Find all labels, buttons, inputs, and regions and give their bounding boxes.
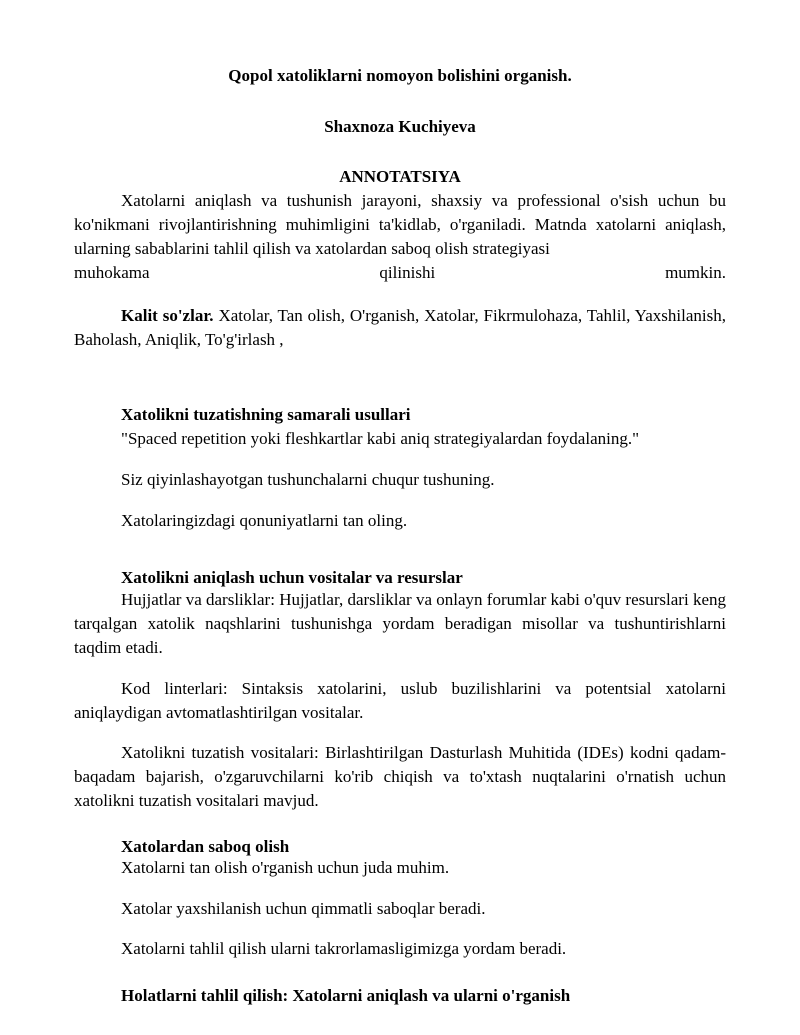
list-item: Xatolar yaxshilanish uchun qimmatli saboqlar beradi. bbox=[121, 899, 486, 918]
list-item: Xatolaringizdagi qonuniyatlarni tan oling. bbox=[121, 511, 408, 530]
section-heading-fixing-methods: Xatolikni tuzatishning samarali usullari bbox=[121, 405, 411, 424]
keywords-text: Xatolar, Tan olish, O'rganish, Xatolar, Fikrmulohaza, Tahlil, Yaxshilanish, Baholash, Aniqlik, To'g'irlash , bbox=[74, 306, 726, 349]
annotation-last-line: muhokama qilinishi mumkin. bbox=[74, 263, 726, 282]
list-item: Xatolarni tahlil qilish ularni takrorlamasligimizga yordam beradi. bbox=[121, 939, 567, 958]
paragraph-debuggers: Xatolikni tuzatish vositalari: Birlashtirilgan Dasturlash Muhitida (IDEs) kodni qadam-baqadam bajarish, o'zgaruvchilarni ko'rib chiqish va to'xtash nuqtalarini o'rnatish uchun xatolikni tuzatish vositalari mavjud. bbox=[74, 743, 726, 810]
list-item: Siz qiyinlashayotgan tushunchalarni chuqur tushuning. bbox=[121, 470, 495, 489]
annotation-paragraph bbox=[74, 189, 726, 285]
annotation-text: Xatolarni aniqlash va tushunish jarayoni, shaxsiy va professional o'sish uchun bu ko'nikmani rivojlantirishning muhimligini ta'kidlab, o'rganiladi. Matnda xatolarni aniqlash, ularning sabablarini tahlil qilish va xatolardan saboq olish strategiyasi bbox=[74, 191, 726, 258]
annotation-heading: ANNOTATSIYA bbox=[339, 167, 461, 186]
paragraph-documentation: Hujjatlar va darsliklar: Hujjatlar, darsliklar va onlayn forumlar kabi o'quv resurslari keng tarqalgan xatolik naqshlarini tushunishga yordam beradigan misollar va tushuntirishlarni taqdim etadi. bbox=[74, 590, 726, 657]
section-heading-learning-from-errors: Xatolardan saboq olish bbox=[121, 837, 290, 856]
author-name: Shaxnoza Kuchiyeva bbox=[324, 117, 476, 136]
keywords-paragraph bbox=[74, 304, 726, 352]
section-heading-case-analysis: Holatlarni tahlil qilish: Xatolarni aniqlash va ularni o'rganish bbox=[121, 986, 571, 1005]
section-heading-tools-resources: Xatolikni aniqlash uchun vositalar va resurslar bbox=[121, 568, 463, 587]
keywords-label: Kalit so'zlar. bbox=[121, 306, 214, 325]
paragraph-linters: Kod linterlari: Sintaksis xatolarini, uslub buzilishlarini va potentsial xatolarni aniqlaydigan avtomatlashtirilgan vositalar. bbox=[74, 679, 726, 722]
list-item: "Spaced repetition yoki fleshkartlar kabi aniq strategiyalardan foydalaning." bbox=[121, 429, 640, 448]
document-title: Qopol xatoliklarni nomoyon bolishini organish. bbox=[228, 66, 572, 85]
list-item: Xatolarni tan olish o'rganish uchun juda muhim. bbox=[121, 858, 450, 877]
